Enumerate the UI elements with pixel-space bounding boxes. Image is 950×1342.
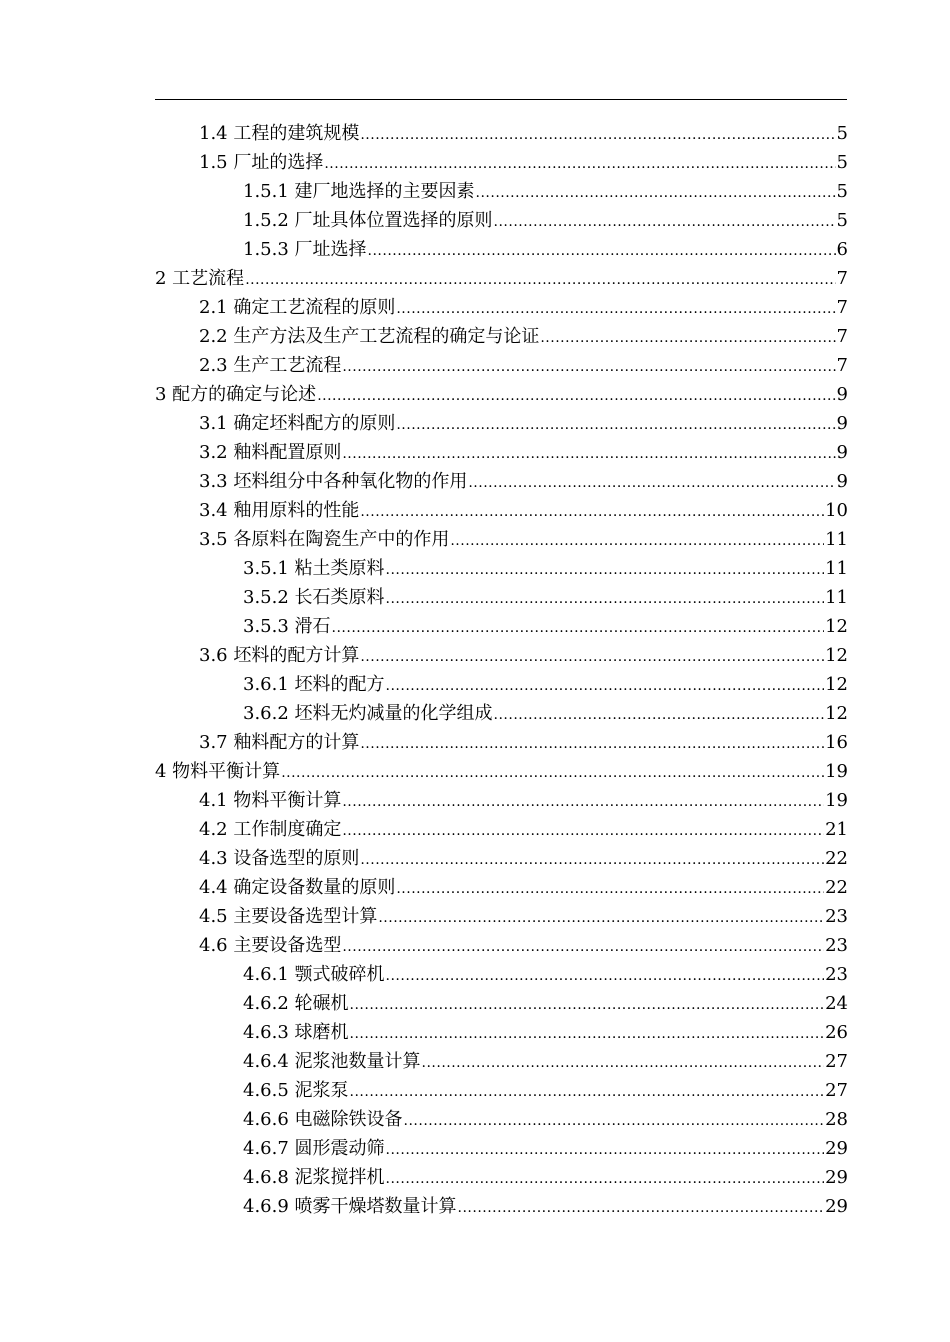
toc-page-number: 22: [825, 848, 848, 869]
toc-entry-title: 3.6.2 坯料无灼减量的化学组成: [243, 703, 493, 724]
toc-entry[interactable]: [155, 612, 848, 641]
toc-entry-title: 4.6.2 轮碾机: [243, 993, 349, 1014]
toc-entry[interactable]: [155, 438, 848, 467]
toc-page-number: 7: [836, 355, 848, 376]
toc-entry[interactable]: [155, 293, 848, 322]
toc-entry-title: 3.4 釉用原料的性能: [199, 500, 360, 521]
header-rule: [155, 99, 847, 100]
toc-entry-title: 4 物料平衡计算: [155, 761, 281, 782]
toc-dot-leader: [396, 411, 835, 440]
toc-page-number: 9: [836, 413, 848, 434]
toc-page-number: 11: [825, 558, 848, 579]
toc-entry-title: 3.1 确定坯料配方的原则: [199, 413, 396, 434]
toc-dot-leader: [422, 1049, 825, 1078]
toc-dot-leader: [386, 556, 825, 585]
toc-page-number: 9: [836, 442, 848, 463]
toc-entry-title: 4.6.1 颚式破碎机: [243, 964, 385, 985]
toc-entry[interactable]: [155, 641, 848, 670]
toc-entry-title: 1.4 工程的建筑规模: [199, 123, 360, 144]
toc-entry[interactable]: [155, 583, 848, 612]
toc-page-number: 29: [825, 1196, 848, 1217]
toc-dot-leader: [386, 962, 825, 991]
toc-entry-title: 4.6.7 圆形震动筛: [243, 1138, 385, 1159]
toc-entry-title: 4.6.4 泥浆池数量计算: [243, 1051, 421, 1072]
toc-dot-leader: [476, 179, 836, 208]
toc-page-number: 12: [825, 674, 848, 695]
toc-entry-title: 4.2 工作制度确定: [199, 819, 342, 840]
toc-entry[interactable]: [155, 496, 848, 525]
toc-entry-title: 3.5.1 粘土类原料: [243, 558, 385, 579]
toc-entry-title: 2.1 确定工艺流程的原则: [199, 297, 396, 318]
toc-entry-title: 3.7 釉料配方的计算: [199, 732, 360, 753]
toc-dot-leader: [386, 672, 825, 701]
toc-page-number: 16: [825, 732, 848, 753]
toc-entry[interactable]: [155, 815, 848, 844]
toc-entry-title: 3.5.3 滑石: [243, 616, 331, 637]
toc-dot-leader: [317, 382, 835, 411]
toc-page-number: 27: [825, 1051, 848, 1072]
toc-page-number: 5: [836, 123, 848, 144]
toc-entry[interactable]: [155, 119, 848, 148]
toc-entry[interactable]: [155, 235, 848, 264]
toc-dot-leader: [360, 121, 835, 150]
toc-entry[interactable]: [155, 1105, 848, 1134]
toc-dot-leader: [396, 875, 824, 904]
toc-entry-title: 3.5 各原料在陶瓷生产中的作用: [199, 529, 450, 550]
toc-dot-leader: [360, 846, 824, 875]
toc-entry[interactable]: [155, 380, 848, 409]
toc-entry-title: 4.6.8 泥浆搅拌机: [243, 1167, 385, 1188]
toc-page-number: 12: [825, 645, 848, 666]
toc-dot-leader: [468, 469, 835, 498]
toc-page-number: 10: [825, 500, 848, 521]
toc-entry[interactable]: [155, 177, 848, 206]
toc-entry-title: 1.5.2 厂址具体位置选择的原则: [243, 210, 493, 231]
toc-entry[interactable]: [155, 206, 848, 235]
toc-entry[interactable]: [155, 902, 848, 931]
toc-page-number: 29: [825, 1138, 848, 1159]
toc-dot-leader: [360, 643, 824, 672]
toc-page-number: 7: [836, 268, 848, 289]
toc-dot-leader: [386, 1165, 825, 1194]
toc-dot-leader: [360, 498, 824, 527]
toc-entry-title: 2.2 生产方法及生产工艺流程的确定与论证: [199, 326, 540, 347]
toc-entry-title: 2 工艺流程: [155, 268, 245, 289]
toc-dot-leader: [281, 759, 824, 788]
toc-page-number: 6: [836, 239, 848, 260]
toc-dot-leader: [386, 1136, 825, 1165]
toc-entry-title: 3.6.1 坯料的配方: [243, 674, 385, 695]
toc-page-number: 11: [825, 587, 848, 608]
toc-entry[interactable]: [155, 409, 848, 438]
toc-entry[interactable]: [155, 757, 848, 786]
toc-entry-title: 1.5.3 厂址选择: [243, 239, 367, 260]
toc-page-number: 23: [825, 906, 848, 927]
toc-page-number: 26: [825, 1022, 848, 1043]
toc-entry[interactable]: [155, 989, 848, 1018]
toc-entry[interactable]: [155, 1134, 848, 1163]
toc-dot-leader: [360, 730, 824, 759]
toc-dot-leader: [450, 527, 824, 556]
toc-dot-leader: [350, 1078, 825, 1107]
toc-page-number: 12: [825, 616, 848, 637]
toc-entry[interactable]: [155, 699, 848, 728]
toc-entry[interactable]: [155, 844, 848, 873]
toc-dot-leader: [342, 933, 824, 962]
toc-entry-title: 1.5 厂址的选择: [199, 152, 324, 173]
toc-entry[interactable]: [155, 148, 848, 177]
toc-dot-leader: [368, 237, 836, 266]
toc-dot-leader: [332, 614, 825, 643]
toc-page-number: 7: [836, 297, 848, 318]
toc-dot-leader: [378, 904, 824, 933]
toc-dot-leader: [342, 817, 824, 846]
toc-dot-leader: [350, 1020, 825, 1049]
toc-dot-leader: [494, 701, 825, 730]
toc-entry[interactable]: [155, 728, 848, 757]
toc-entry[interactable]: [155, 525, 848, 554]
toc-entry-title: 4.1 物料平衡计算: [199, 790, 342, 811]
toc-page-number: 5: [836, 152, 848, 173]
toc-entry-title: 3.3 坯料组分中各种氧化物的作用: [199, 471, 468, 492]
toc-entry[interactable]: [155, 351, 848, 380]
toc-dot-leader: [494, 208, 836, 237]
toc-entry[interactable]: [155, 1192, 848, 1221]
toc-entry-title: 4.6.6 电磁除铁设备: [243, 1109, 403, 1130]
toc-entry[interactable]: [155, 670, 848, 699]
toc-entry[interactable]: [155, 1047, 848, 1076]
toc-entry[interactable]: [155, 467, 848, 496]
toc-entry[interactable]: [155, 264, 848, 293]
toc-entry-title: 4.3 设备选型的原则: [199, 848, 360, 869]
toc-dot-leader: [540, 324, 835, 353]
toc-page-number: 9: [836, 471, 848, 492]
toc-entry[interactable]: [155, 322, 848, 351]
toc-entry[interactable]: [155, 960, 848, 989]
toc-dot-leader: [404, 1107, 825, 1136]
toc-dot-leader: [245, 266, 835, 295]
toc-entry-title: 4.6.3 球磨机: [243, 1022, 349, 1043]
toc-entry-title: 4.4 确定设备数量的原则: [199, 877, 396, 898]
toc-entry-title: 3.2 釉料配置原则: [199, 442, 342, 463]
toc-page-number: 23: [825, 935, 848, 956]
toc-page-number: 19: [825, 761, 848, 782]
toc-dot-leader: [350, 991, 825, 1020]
toc-page-number: 19: [825, 790, 848, 811]
toc-entry[interactable]: [155, 931, 848, 960]
toc-page-number: 5: [836, 181, 848, 202]
toc-entry[interactable]: [155, 1076, 848, 1105]
toc-page-number: 27: [825, 1080, 848, 1101]
toc-dot-leader: [386, 585, 825, 614]
toc-entry-title: 3 配方的确定与论述: [155, 384, 317, 405]
toc-page-number: 7: [836, 326, 848, 347]
toc-page-number: 12: [825, 703, 848, 724]
table-of-contents: [155, 119, 848, 1221]
toc-page-number: 28: [825, 1109, 848, 1130]
toc-page-number: 11: [825, 529, 848, 550]
toc-entry-title: 4.6.5 泥浆泵: [243, 1080, 349, 1101]
toc-page-number: 24: [825, 993, 848, 1014]
toc-entry[interactable]: [155, 1018, 848, 1047]
toc-entry[interactable]: [155, 1163, 848, 1192]
toc-dot-leader: [342, 440, 835, 469]
toc-dot-leader: [324, 150, 835, 179]
toc-entry-title: 4.5 主要设备选型计算: [199, 906, 378, 927]
toc-page-number: 22: [825, 877, 848, 898]
toc-dot-leader: [458, 1194, 825, 1223]
toc-dot-leader: [396, 295, 835, 324]
toc-page-number: 9: [836, 384, 848, 405]
toc-entry[interactable]: [155, 554, 848, 583]
toc-page-number: 21: [825, 819, 848, 840]
toc-entry-title: 1.5.1 建厂地选择的主要因素: [243, 181, 475, 202]
toc-entry-title: 2.3 生产工艺流程: [199, 355, 342, 376]
toc-entry[interactable]: [155, 873, 848, 902]
toc-entry-title: 3.6 坯料的配方计算: [199, 645, 360, 666]
toc-entry[interactable]: [155, 786, 848, 815]
toc-page-number: 29: [825, 1167, 848, 1188]
toc-entry-title: 3.5.2 长石类原料: [243, 587, 385, 608]
toc-dot-leader: [342, 353, 835, 382]
toc-entry-title: 4.6.9 喷雾干燥塔数量计算: [243, 1196, 457, 1217]
toc-page-number: 5: [836, 210, 848, 231]
toc-dot-leader: [342, 788, 824, 817]
toc-page-number: 23: [825, 964, 848, 985]
toc-entry-title: 4.6 主要设备选型: [199, 935, 342, 956]
